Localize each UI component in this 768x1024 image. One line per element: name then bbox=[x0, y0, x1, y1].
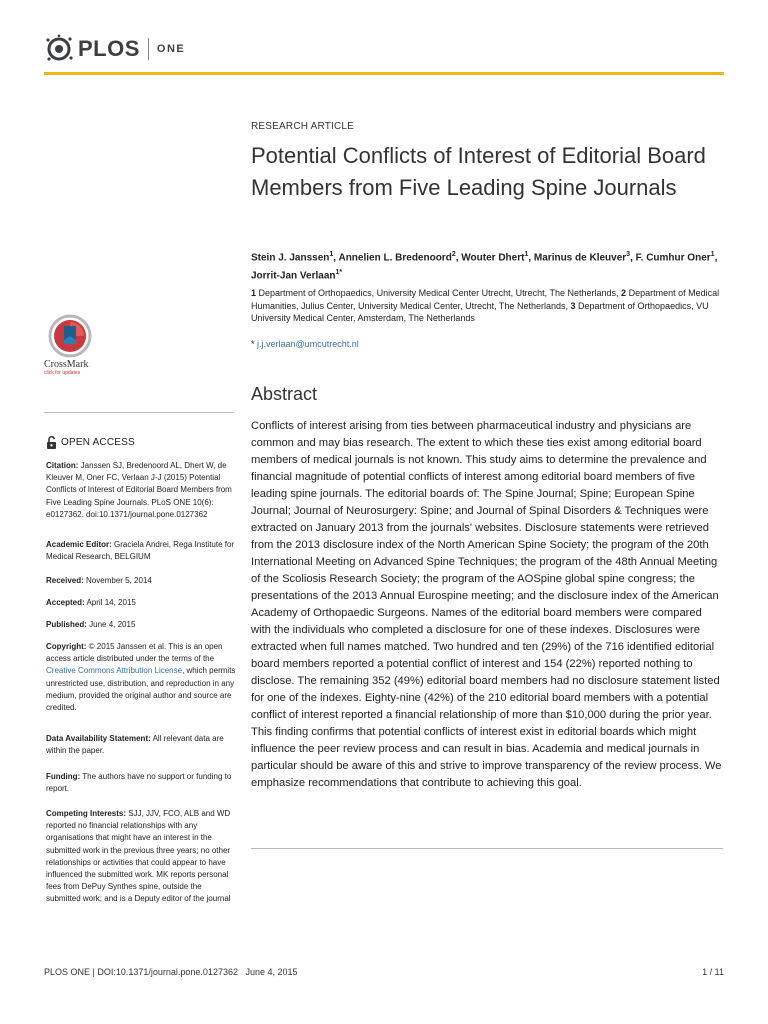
funding-label: Funding: bbox=[46, 772, 81, 781]
footer-doi: PLOS ONE | DOI:10.1371/journal.pone.0127362 bbox=[44, 967, 238, 977]
open-access-label: OPEN ACCESS bbox=[61, 437, 135, 448]
affiliations bbox=[251, 287, 723, 325]
citation-text: Janssen SJ, Bredenoord AL, Dhert W, de Kleuver M, Oner FC, Verlaan J-J (2015) Potential Conflicts of Interest of Editorial Board Members from Five Leading Spine Journals. PLoS ONE 10(6): e0127362. doi:10.1371/journal.pone.0127362 bbox=[46, 461, 232, 519]
header-accent-rule bbox=[44, 72, 724, 75]
copyright-label: Copyright: bbox=[46, 642, 87, 651]
author-name: Jorrit-Jan Verlaan bbox=[251, 270, 336, 282]
author-affiliation-marker: 1 bbox=[524, 251, 529, 258]
author-name: F. Cumhur Oner bbox=[635, 252, 711, 264]
published-block bbox=[46, 619, 238, 631]
data-availability-block bbox=[46, 733, 238, 757]
competing-interests-label: Competing Interests: bbox=[46, 809, 127, 818]
author-affiliation-marker: 1 bbox=[329, 251, 334, 258]
data-availability-label: Data Availability Statement: bbox=[46, 734, 151, 743]
copyright-text: © 2015 Janssen et al. This is an open access article distributed under the terms of the bbox=[46, 642, 223, 664]
academic-editor-label: Academic Editor: bbox=[46, 540, 112, 549]
author-affiliation-marker: 3 bbox=[626, 251, 631, 258]
funding-block bbox=[46, 771, 238, 795]
affiliation-number: 3 bbox=[570, 300, 576, 311]
open-lock-icon bbox=[46, 436, 57, 449]
author-affiliation-marker: 2 bbox=[451, 251, 456, 258]
license-link[interactable]: Creative Commons Attribution License bbox=[46, 666, 183, 676]
citation-label: Citation: bbox=[46, 461, 79, 470]
corresponding-marker: * bbox=[251, 339, 255, 349]
crossmark-sublabel: click for updates bbox=[44, 370, 81, 376]
plos-logo-icon bbox=[44, 34, 74, 64]
author-name: Marinus de Kleuver bbox=[533, 252, 627, 264]
crossmark-label: CrossMark bbox=[44, 359, 89, 370]
author-list: Stein J. Janssen$^1$, Annelien L. Bredenoord$^2$, Wouter Dhert$^1$, Marinus de Kleuver$^3$, F. Cumhur Oner$^1$, Jorrit-Jan Verlaan$^{1*}$ bbox=[251, 251, 718, 282]
logo-brand-text: PLOS bbox=[78, 36, 140, 61]
published-label: Published: bbox=[46, 620, 87, 629]
sidebar-divider bbox=[44, 412, 234, 413]
author-name: Stein J. Janssen bbox=[251, 252, 330, 264]
author-name: Wouter Dhert bbox=[461, 252, 525, 264]
funding-text: The authors have no support or funding to report. bbox=[46, 772, 232, 794]
affiliation-text: Department of Medical Humanities, Julius Center, University Medical Center, Utrecht, The Netherlands, bbox=[251, 288, 720, 311]
affiliation-number: 1 bbox=[251, 288, 257, 298]
author-affiliation-marker: 1* bbox=[335, 269, 343, 277]
affiliation-text: Department of Orthopaedics, VU University Medical Center, Amsterdam, The Netherlands bbox=[251, 300, 709, 323]
abstract-divider bbox=[251, 848, 723, 849]
data-availability-text: All relevant data are within the paper. bbox=[46, 734, 224, 756]
open-access-badge bbox=[46, 436, 135, 449]
plos-one-logo[interactable] bbox=[44, 34, 185, 64]
competing-interests-block bbox=[46, 808, 238, 906]
academic-editor-block bbox=[46, 539, 238, 563]
abstract-text: Conflicts of interest arising from ties between pharmaceutical industry and physicians are common and may bias research. The extent to which these ties exist among editorial board members of medical journals is not known. This study aims to determine the prevalence and financial magnitude of potential conflicts of interest among editorial board members of five leading spine journals. The editorial boards of: The Spine Journal; Spine; European Spine Journal; Journal of Neurosurgery: Spine; and Journal of Spinal Disorders & Techniques were extracted on January 2013 from the journals' websites. Disclosure statements were retrieved from the 2013 disclosure index of the North American Spine Society; the program of the 20th International Meeting on Advanced Spine Techniques; the program of the 48th Annual Meeting of the Scoliosis Research Society; the program of the AOSpine global spine congress; the presentations of the 2013 Annual Eurospine meeting; and the disclosure index of the American Academy of Orthopaedic Surgeons. Names of the editorial board members were compared with the individuals who completed a disclosure for one of these indexes. Disclosures were extracted when full names matched. Two hundred and ten (29%) of the 716 identified editorial board members reported a potential conflict of interest and 154 (22%) reported nothing to disclose. The remaining 352 (49%) editorial board members had no disclosure statement listed for one of the indexes. Eighty-nine (42%) of the 210 editorial board members with a potential conflict of interest reported a financial relationship of more than $10,000 during the prior year. This finding confirms that potential conflicts of interest exist in editorial boards which might influence the peer review process and can result in bias. Academia and medical journals in particular should be aware of this and strive to improve transparency of the review process. We emphasize recommendations that contribute to achieving this goal. bbox=[251, 420, 722, 789]
published-date: June 4, 2015 bbox=[89, 620, 136, 629]
accepted-label: Accepted: bbox=[46, 598, 85, 607]
article-type: RESEARCH ARTICLE bbox=[251, 121, 355, 132]
received-date: November 5, 2014 bbox=[86, 576, 152, 585]
received-label: Received: bbox=[46, 576, 84, 585]
page-number: 1 / 11 bbox=[702, 967, 724, 977]
citation-block bbox=[46, 460, 238, 521]
crossmark-badge[interactable] bbox=[44, 314, 96, 376]
page-header bbox=[0, 0, 768, 80]
academic-editor-text: Graciela Andrei, Rega Institute for Medical Research, BELGIUM bbox=[46, 540, 235, 562]
crossmark-icon bbox=[48, 314, 92, 358]
logo-sub-text: ONE bbox=[156, 43, 186, 55]
logo-separator bbox=[148, 38, 149, 60]
copyright-block bbox=[46, 641, 238, 714]
corresponding-author bbox=[251, 339, 723, 349]
author-affiliation-marker: 1 bbox=[710, 251, 715, 258]
accepted-block bbox=[46, 597, 238, 609]
copyright-text-end: , which permits unrestricted use, distribution, and reproduction in any medium, provided the original author and source are credited. bbox=[46, 666, 236, 713]
affiliation-text: Department of Orthopaedics, University Medical Center Utrecht, Utrecht, The Netherlands, bbox=[258, 288, 619, 298]
author-name: Annelien L. Bredenoord bbox=[338, 252, 452, 264]
footer-date: June 4, 2015 bbox=[245, 967, 298, 977]
page-footer bbox=[44, 967, 724, 977]
abstract-heading: Abstract bbox=[251, 384, 318, 404]
affiliation-number: 2 bbox=[621, 288, 627, 298]
received-block bbox=[46, 575, 238, 587]
accepted-date: April 14, 2015 bbox=[86, 598, 136, 607]
competing-interests-text: SJJ, JJV, FCO, ALB and WD reported no financial relationships with any organisations that might have an interest in the submitted work in the previous three years; no other relationships or activities that could appear to have influenced the submitted work. MK reports personal fees from DePuy Synthes spine, outside the submitted work; and is a Deputy editor of the journal bbox=[46, 809, 231, 904]
corresponding-email-link[interactable]: j.j.verlaan@umcutrecht.nl bbox=[257, 339, 359, 349]
article-title: Potential Conflicts of Interest of Editorial Board Members from Five Leading Spine Journals bbox=[251, 143, 706, 200]
